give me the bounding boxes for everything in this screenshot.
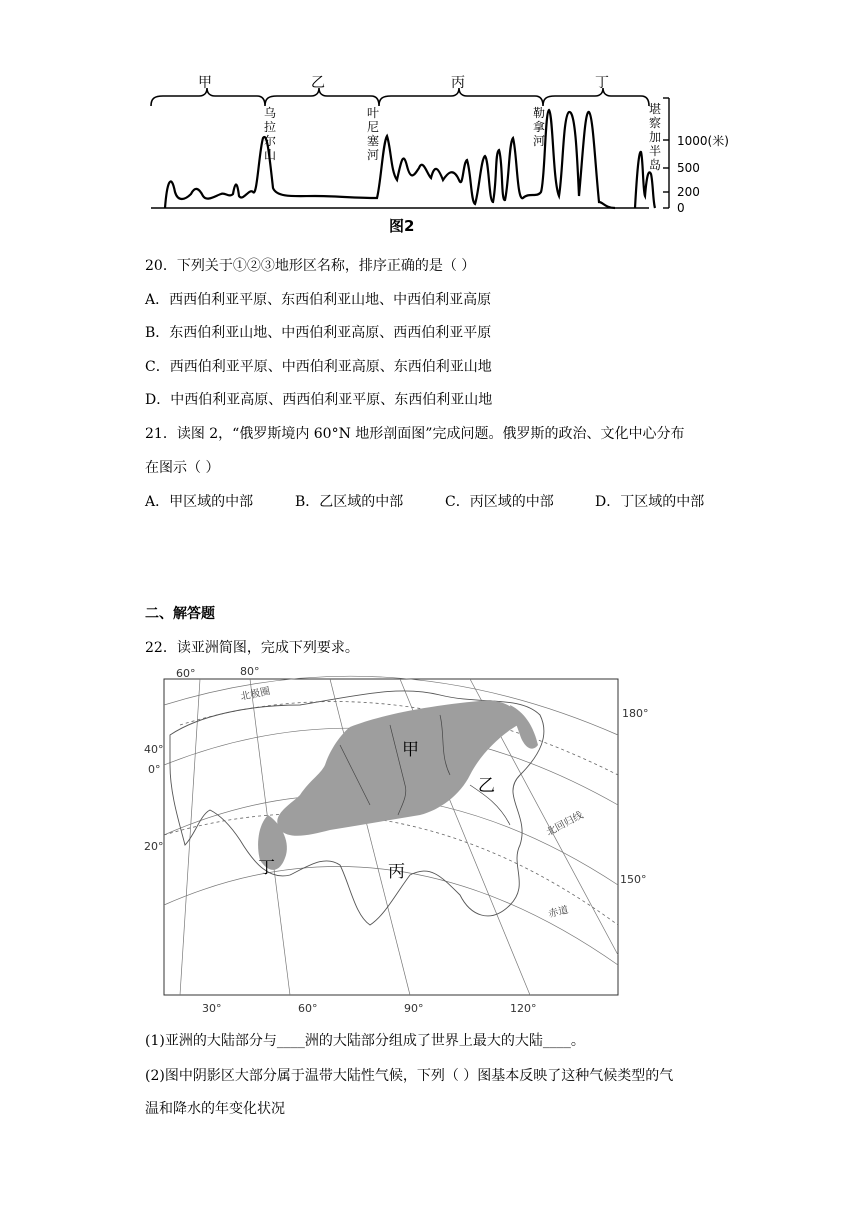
q21-option-a: A．甲区域的中部 — [145, 494, 254, 510]
arctic-circle-label: 北极圈 — [239, 685, 272, 703]
q21-option-c: C．丙区域的中部 — [445, 494, 554, 510]
region-brace — [151, 88, 649, 106]
figure-caption: 图2 — [389, 217, 415, 235]
lon-60-bottom: 60° — [298, 1002, 318, 1015]
y-tick-200: 200 — [677, 185, 700, 199]
lon-150-right: 150° — [620, 873, 647, 886]
q22-sub1: (1)亚洲的大陆部分与____洲的大陆部分组成了世界上最大的大陆____。 — [145, 1033, 585, 1049]
q20-option-b: B．东西伯利亚山地、中西伯利亚高原、西西伯利亚平原 — [145, 325, 492, 341]
q22-sub2-line1: (2)图中阴影区大部分属于温带大陆性气候，下列（ ）图基本反映了这种气候类型的气 — [145, 1068, 674, 1084]
landmark-ural-mountains: 乌拉尔山 — [264, 106, 277, 162]
profile-region-jia: 甲 — [198, 75, 212, 91]
map-region-bing: 丙 — [388, 862, 405, 882]
map-region-yi: 乙 — [478, 776, 495, 796]
lon-180-right: 180° — [622, 707, 649, 720]
q21-option-d: D．丁区域的中部 — [595, 494, 705, 510]
y-tick-500: 500 — [677, 161, 700, 175]
q21-options — [145, 491, 704, 511]
terrain-profile-svg — [145, 62, 755, 237]
profile-region-yi: 乙 — [311, 75, 325, 91]
lon-80-top: 80° — [240, 665, 260, 678]
tropic-label: 北回归线 — [544, 810, 586, 839]
landmark-lena-river: 勒拿河 — [533, 106, 546, 148]
lon-60-top: 60° — [176, 667, 196, 680]
q21-stem-line2: 在图示（ ） — [145, 460, 220, 476]
landmark-yenisei-river: 叶尼塞河 — [367, 106, 380, 162]
q20-option-c: C．西西伯利亚平原、中西伯利亚高原、东西伯利亚山地 — [145, 359, 492, 375]
q22-sub2-line2: 温和降水的年变化状况 — [145, 1101, 285, 1117]
lat-0-left: 0° — [148, 763, 161, 776]
q20-option-d: D．中西伯利亚高原、西西伯利亚平原、东西伯利亚山地 — [145, 392, 493, 408]
lat-40-left: 40° — [144, 743, 164, 756]
lon-30-bottom: 30° — [202, 1002, 222, 1015]
equator-label: 赤道 — [547, 904, 570, 921]
y-tick-0: 0 — [677, 201, 685, 215]
lon-120-bottom: 120° — [510, 1002, 537, 1015]
profile-line — [165, 110, 655, 208]
q20-stem: 20．下列关于①②③地形区名称，排序正确的是（ ） — [145, 258, 476, 274]
landmark-kamchatka-peninsula: 堪察加半岛 — [649, 102, 662, 172]
lon-90-bottom: 90° — [404, 1002, 424, 1015]
map-region-ding: 丁 — [258, 858, 275, 878]
q21-stem-line1: 21．读图 2，“俄罗斯境内 60°N 地形剖面图”完成问题。俄罗斯的政治、文化中心分布 — [145, 426, 685, 442]
profile-region-bing: 丙 — [451, 75, 465, 91]
q20-option-a: A．西西伯利亚平原、东西伯利亚山地、中西伯利亚高原 — [145, 292, 492, 308]
section-title: 二、解答题 — [145, 606, 215, 622]
y-tick-1000: 1000(米) — [677, 134, 729, 148]
q22-stem: 22．读亚洲简图，完成下列要求。 — [145, 640, 359, 656]
asia-map-svg — [140, 665, 660, 1020]
terrain-profile-figure — [145, 62, 755, 237]
lat-20-left: 20° — [144, 840, 164, 853]
q21-option-b: B．乙区域的中部 — [295, 494, 404, 510]
asia-map — [140, 665, 660, 1020]
map-region-jia: 甲 — [402, 740, 419, 760]
profile-region-ding: 丁 — [595, 75, 609, 91]
